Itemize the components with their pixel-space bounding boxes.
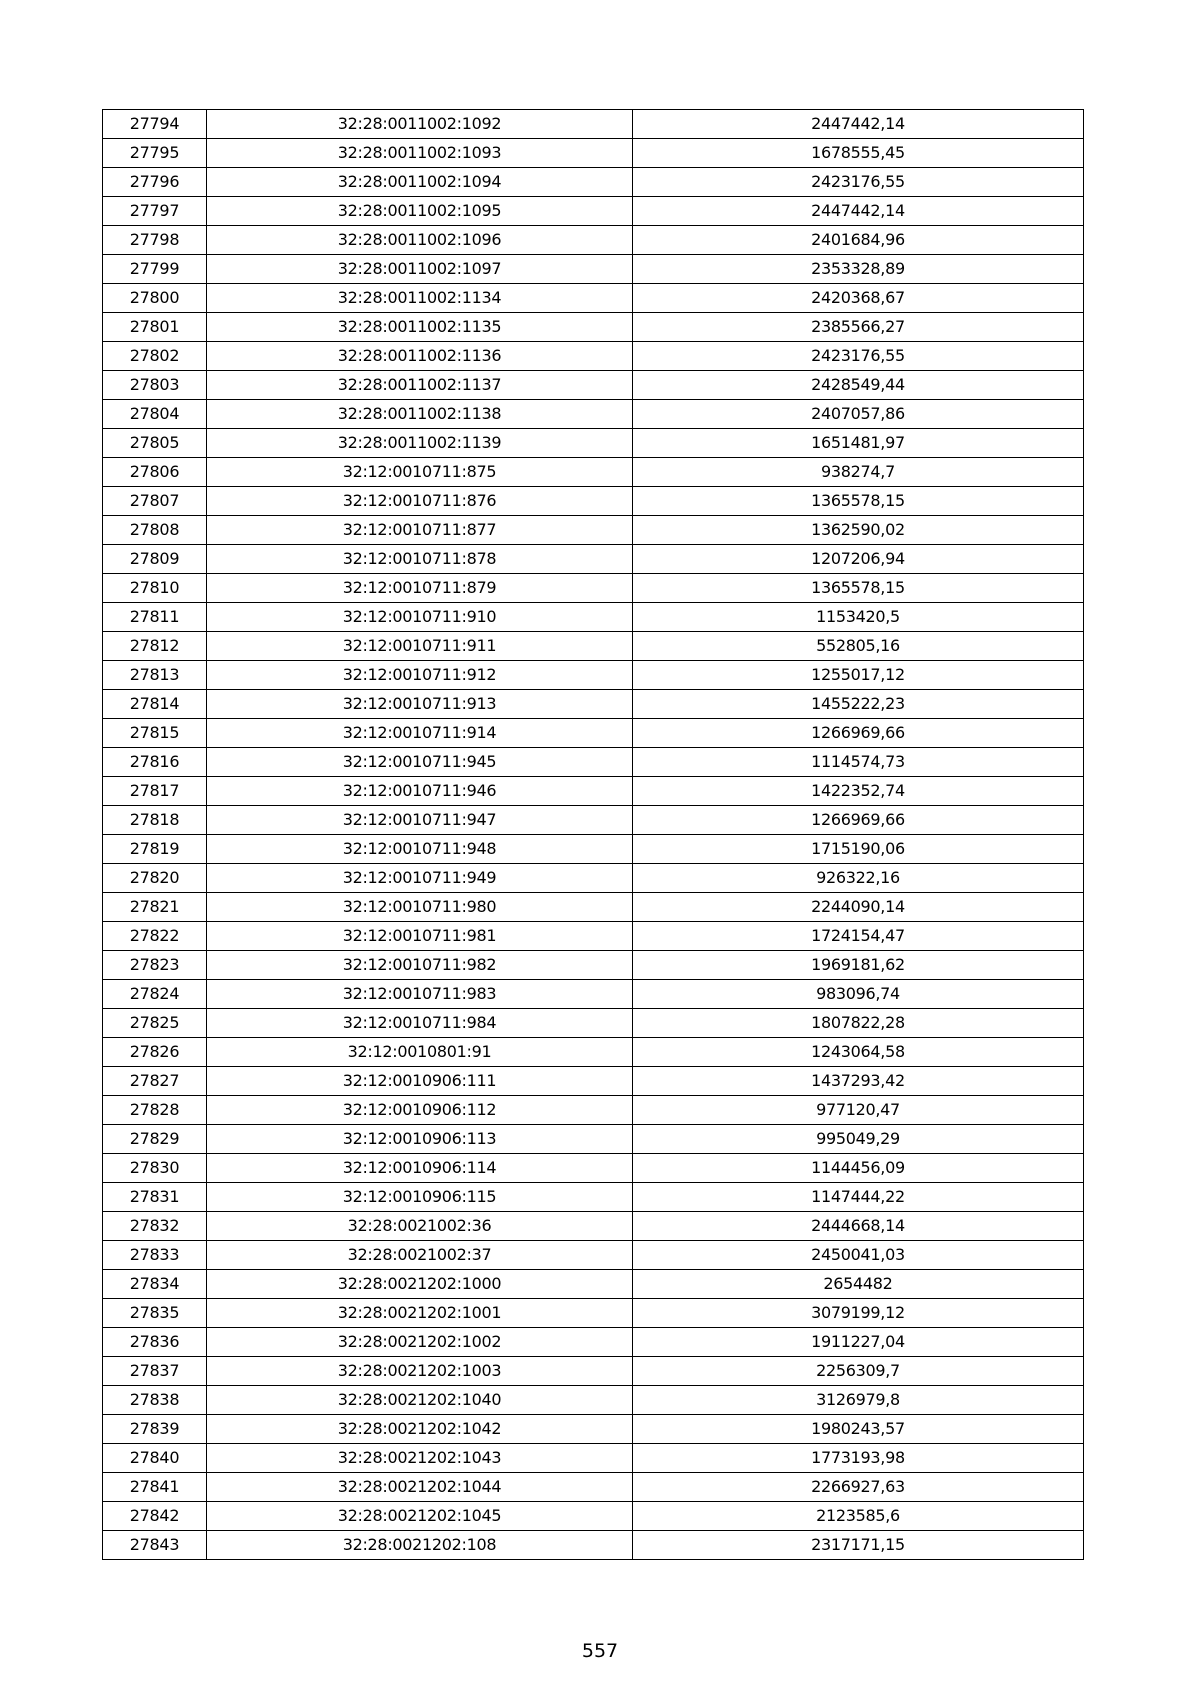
cadastral-number-cell: 32:28:0011002:1092 xyxy=(207,110,633,139)
table-row xyxy=(103,1183,1084,1212)
table-row xyxy=(103,545,1084,574)
row-number-cell: 27796 xyxy=(103,168,207,197)
cadastral-value-cell: 1422352,74 xyxy=(633,777,1084,806)
table-row xyxy=(103,429,1084,458)
cadastral-value-cell: 2244090,14 xyxy=(633,893,1084,922)
table-row xyxy=(103,313,1084,342)
table-row xyxy=(103,1270,1084,1299)
row-number-cell: 27806 xyxy=(103,458,207,487)
cadastral-value-cell: 2353328,89 xyxy=(633,255,1084,284)
table-row xyxy=(103,1531,1084,1560)
table-body xyxy=(103,110,1084,1560)
cadastral-value-cell: 1724154,47 xyxy=(633,922,1084,951)
cadastral-value-cell: 2423176,55 xyxy=(633,342,1084,371)
table-row xyxy=(103,1502,1084,1531)
row-number-cell: 27795 xyxy=(103,139,207,168)
cadastral-number-cell: 32:12:0010711:982 xyxy=(207,951,633,980)
cadastral-value-cell: 2401684,96 xyxy=(633,226,1084,255)
table-row xyxy=(103,458,1084,487)
row-number-cell: 27813 xyxy=(103,661,207,690)
row-number-cell: 27828 xyxy=(103,1096,207,1125)
table-row xyxy=(103,1415,1084,1444)
table-row xyxy=(103,1212,1084,1241)
table-row xyxy=(103,284,1084,313)
cadastral-number-cell: 32:28:0011002:1096 xyxy=(207,226,633,255)
row-number-cell: 27811 xyxy=(103,603,207,632)
cadastral-value-cell: 995049,29 xyxy=(633,1125,1084,1154)
cadastral-value-cell: 1807822,28 xyxy=(633,1009,1084,1038)
table-row xyxy=(103,748,1084,777)
row-number-cell: 27818 xyxy=(103,806,207,835)
cadastral-number-cell: 32:28:0011002:1134 xyxy=(207,284,633,313)
table-row xyxy=(103,603,1084,632)
cadastral-value-cell: 1362590,02 xyxy=(633,516,1084,545)
cadastral-number-cell: 32:28:0021202:1000 xyxy=(207,1270,633,1299)
cadastral-value-cell: 3079199,12 xyxy=(633,1299,1084,1328)
table-row xyxy=(103,342,1084,371)
cadastral-number-cell: 32:28:0011002:1094 xyxy=(207,168,633,197)
row-number-cell: 27803 xyxy=(103,371,207,400)
row-number-cell: 27832 xyxy=(103,1212,207,1241)
cadastral-number-cell: 32:12:0010711:912 xyxy=(207,661,633,690)
cadastral-value-cell: 1969181,62 xyxy=(633,951,1084,980)
cadastral-value-cell: 977120,47 xyxy=(633,1096,1084,1125)
cadastral-number-cell: 32:28:0011002:1137 xyxy=(207,371,633,400)
table-row xyxy=(103,110,1084,139)
table-row xyxy=(103,632,1084,661)
cadastral-value-cell: 2447442,14 xyxy=(633,110,1084,139)
cadastral-value-cell: 1266969,66 xyxy=(633,719,1084,748)
row-number-cell: 27841 xyxy=(103,1473,207,1502)
cadastral-value-cell: 2256309,7 xyxy=(633,1357,1084,1386)
cadastral-number-cell: 32:28:0011002:1093 xyxy=(207,139,633,168)
row-number-cell: 27839 xyxy=(103,1415,207,1444)
row-number-cell: 27815 xyxy=(103,719,207,748)
row-number-cell: 27831 xyxy=(103,1183,207,1212)
cadastral-number-cell: 32:12:0010711:879 xyxy=(207,574,633,603)
cadastral-value-cell: 2423176,55 xyxy=(633,168,1084,197)
cadastral-number-cell: 32:28:0011002:1135 xyxy=(207,313,633,342)
cadastral-number-cell: 32:12:0010906:113 xyxy=(207,1125,633,1154)
table-row xyxy=(103,1357,1084,1386)
row-number-cell: 27827 xyxy=(103,1067,207,1096)
row-number-cell: 27843 xyxy=(103,1531,207,1560)
cadastral-value-cell: 938274,7 xyxy=(633,458,1084,487)
table-row xyxy=(103,893,1084,922)
cadastral-value-cell: 2317171,15 xyxy=(633,1531,1084,1560)
table-row xyxy=(103,980,1084,1009)
table-row xyxy=(103,1096,1084,1125)
cadastral-number-cell: 32:12:0010711:875 xyxy=(207,458,633,487)
row-number-cell: 27834 xyxy=(103,1270,207,1299)
row-number-cell: 27836 xyxy=(103,1328,207,1357)
cadastral-number-cell: 32:28:0021202:1045 xyxy=(207,1502,633,1531)
cadastral-value-cell: 1255017,12 xyxy=(633,661,1084,690)
cadastral-value-cell: 1365578,15 xyxy=(633,574,1084,603)
row-number-cell: 27805 xyxy=(103,429,207,458)
row-number-cell: 27830 xyxy=(103,1154,207,1183)
table-row xyxy=(103,1473,1084,1502)
cadastral-number-cell: 32:12:0010711:984 xyxy=(207,1009,633,1038)
cadastral-number-cell: 32:28:0011002:1136 xyxy=(207,342,633,371)
row-number-cell: 27801 xyxy=(103,313,207,342)
row-number-cell: 27825 xyxy=(103,1009,207,1038)
table-row xyxy=(103,1154,1084,1183)
cadastral-number-cell: 32:12:0010711:946 xyxy=(207,777,633,806)
cadastral-number-cell: 32:12:0010711:878 xyxy=(207,545,633,574)
cadastral-value-cell: 1455222,23 xyxy=(633,690,1084,719)
row-number-cell: 27822 xyxy=(103,922,207,951)
table-row xyxy=(103,835,1084,864)
row-number-cell: 27808 xyxy=(103,516,207,545)
table-row xyxy=(103,690,1084,719)
cadastral-number-cell: 32:12:0010711:983 xyxy=(207,980,633,1009)
cadastral-number-cell: 32:28:0011002:1095 xyxy=(207,197,633,226)
cadastral-number-cell: 32:28:0021202:1043 xyxy=(207,1444,633,1473)
cadastral-value-cell: 2450041,03 xyxy=(633,1241,1084,1270)
cadastral-value-cell: 1773193,98 xyxy=(633,1444,1084,1473)
cadastral-value-table xyxy=(102,109,1084,1560)
row-number-cell: 27800 xyxy=(103,284,207,313)
cadastral-number-cell: 32:12:0010711:877 xyxy=(207,516,633,545)
cadastral-number-cell: 32:28:0021202:1001 xyxy=(207,1299,633,1328)
table-row xyxy=(103,1299,1084,1328)
cadastral-value-cell: 1114574,73 xyxy=(633,748,1084,777)
row-number-cell: 27842 xyxy=(103,1502,207,1531)
cadastral-value-cell: 1266969,66 xyxy=(633,806,1084,835)
cadastral-value-cell: 3126979,8 xyxy=(633,1386,1084,1415)
cadastral-value-cell: 926322,16 xyxy=(633,864,1084,893)
cadastral-value-cell: 1243064,58 xyxy=(633,1038,1084,1067)
cadastral-number-cell: 32:12:0010906:115 xyxy=(207,1183,633,1212)
cadastral-number-cell: 32:28:0021002:37 xyxy=(207,1241,633,1270)
cadastral-number-cell: 32:28:0021002:36 xyxy=(207,1212,633,1241)
cadastral-number-cell: 32:12:0010711:945 xyxy=(207,748,633,777)
row-number-cell: 27802 xyxy=(103,342,207,371)
cadastral-value-cell: 2123585,6 xyxy=(633,1502,1084,1531)
cadastral-number-cell: 32:12:0010906:111 xyxy=(207,1067,633,1096)
cadastral-value-cell: 2428549,44 xyxy=(633,371,1084,400)
cadastral-number-cell: 32:28:0021202:1044 xyxy=(207,1473,633,1502)
page-number: 557 xyxy=(581,1640,619,1662)
row-number-cell: 27820 xyxy=(103,864,207,893)
table-row xyxy=(103,574,1084,603)
cadastral-value-cell: 1147444,22 xyxy=(633,1183,1084,1212)
table-row xyxy=(103,255,1084,284)
row-number-cell: 27819 xyxy=(103,835,207,864)
table-row xyxy=(103,864,1084,893)
table-row xyxy=(103,1444,1084,1473)
row-number-cell: 27798 xyxy=(103,226,207,255)
cadastral-value-cell: 1144456,09 xyxy=(633,1154,1084,1183)
table-row xyxy=(103,661,1084,690)
table-row xyxy=(103,1009,1084,1038)
cadastral-number-cell: 32:12:0010711:947 xyxy=(207,806,633,835)
cadastral-value-cell: 1207206,94 xyxy=(633,545,1084,574)
table-row xyxy=(103,1386,1084,1415)
table-row xyxy=(103,922,1084,951)
cadastral-value-cell: 983096,74 xyxy=(633,980,1084,1009)
cadastral-number-cell: 32:12:0010906:112 xyxy=(207,1096,633,1125)
table-row xyxy=(103,487,1084,516)
row-number-cell: 27829 xyxy=(103,1125,207,1154)
row-number-cell: 27809 xyxy=(103,545,207,574)
cadastral-number-cell: 32:28:0021202:1040 xyxy=(207,1386,633,1415)
table-row xyxy=(103,1125,1084,1154)
cadastral-value-cell: 1980243,57 xyxy=(633,1415,1084,1444)
table-row xyxy=(103,951,1084,980)
cadastral-number-cell: 32:12:0010711:948 xyxy=(207,835,633,864)
row-number-cell: 27794 xyxy=(103,110,207,139)
table-row xyxy=(103,1038,1084,1067)
row-number-cell: 27824 xyxy=(103,980,207,1009)
cadastral-value-cell: 1153420,5 xyxy=(633,603,1084,632)
row-number-cell: 27814 xyxy=(103,690,207,719)
cadastral-value-cell: 1678555,45 xyxy=(633,139,1084,168)
row-number-cell: 27833 xyxy=(103,1241,207,1270)
row-number-cell: 27810 xyxy=(103,574,207,603)
row-number-cell: 27816 xyxy=(103,748,207,777)
cadastral-number-cell: 32:12:0010711:949 xyxy=(207,864,633,893)
table-row xyxy=(103,139,1084,168)
row-number-cell: 27826 xyxy=(103,1038,207,1067)
cadastral-value-cell: 2447442,14 xyxy=(633,197,1084,226)
cadastral-number-cell: 32:28:0021202:1003 xyxy=(207,1357,633,1386)
cadastral-number-cell: 32:12:0010711:911 xyxy=(207,632,633,661)
cadastral-number-cell: 32:12:0010801:91 xyxy=(207,1038,633,1067)
row-number-cell: 27797 xyxy=(103,197,207,226)
row-number-cell: 27817 xyxy=(103,777,207,806)
row-number-cell: 27812 xyxy=(103,632,207,661)
row-number-cell: 27840 xyxy=(103,1444,207,1473)
cadastral-number-cell: 32:12:0010711:913 xyxy=(207,690,633,719)
row-number-cell: 27835 xyxy=(103,1299,207,1328)
cadastral-value-cell: 2385566,27 xyxy=(633,313,1084,342)
cadastral-number-cell: 32:28:0021202:1002 xyxy=(207,1328,633,1357)
table-row xyxy=(103,400,1084,429)
row-number-cell: 27804 xyxy=(103,400,207,429)
cadastral-number-cell: 32:12:0010906:114 xyxy=(207,1154,633,1183)
cadastral-number-cell: 32:28:0011002:1097 xyxy=(207,255,633,284)
table-row xyxy=(103,777,1084,806)
table-row xyxy=(103,1067,1084,1096)
table-row xyxy=(103,371,1084,400)
cadastral-value-cell: 2266927,63 xyxy=(633,1473,1084,1502)
cadastral-value-cell: 2420368,67 xyxy=(633,284,1084,313)
row-number-cell: 27807 xyxy=(103,487,207,516)
table-row xyxy=(103,226,1084,255)
table-row xyxy=(103,516,1084,545)
table-row xyxy=(103,719,1084,748)
table-row xyxy=(103,1241,1084,1270)
cadastral-number-cell: 32:12:0010711:876 xyxy=(207,487,633,516)
cadastral-number-cell: 32:28:0011002:1139 xyxy=(207,429,633,458)
cadastral-value-cell: 2407057,86 xyxy=(633,400,1084,429)
cadastral-value-cell: 1911227,04 xyxy=(633,1328,1084,1357)
cadastral-number-cell: 32:12:0010711:914 xyxy=(207,719,633,748)
cadastral-value-cell: 1437293,42 xyxy=(633,1067,1084,1096)
table-row xyxy=(103,168,1084,197)
table-row xyxy=(103,197,1084,226)
cadastral-number-cell: 32:12:0010711:981 xyxy=(207,922,633,951)
cadastral-value-cell: 2444668,14 xyxy=(633,1212,1084,1241)
cadastral-value-cell: 1651481,97 xyxy=(633,429,1084,458)
cadastral-value-cell: 552805,16 xyxy=(633,632,1084,661)
row-number-cell: 27821 xyxy=(103,893,207,922)
table-row xyxy=(103,806,1084,835)
row-number-cell: 27799 xyxy=(103,255,207,284)
cadastral-value-cell: 2654482 xyxy=(633,1270,1084,1299)
cadastral-number-cell: 32:28:0021202:1042 xyxy=(207,1415,633,1444)
cadastral-number-cell: 32:12:0010711:910 xyxy=(207,603,633,632)
table-row xyxy=(103,1328,1084,1357)
cadastral-number-cell: 32:28:0021202:108 xyxy=(207,1531,633,1560)
cadastral-value-cell: 1715190,06 xyxy=(633,835,1084,864)
row-number-cell: 27838 xyxy=(103,1386,207,1415)
cadastral-number-cell: 32:12:0010711:980 xyxy=(207,893,633,922)
cadastral-value-cell: 1365578,15 xyxy=(633,487,1084,516)
cadastral-number-cell: 32:28:0011002:1138 xyxy=(207,400,633,429)
row-number-cell: 27837 xyxy=(103,1357,207,1386)
row-number-cell: 27823 xyxy=(103,951,207,980)
